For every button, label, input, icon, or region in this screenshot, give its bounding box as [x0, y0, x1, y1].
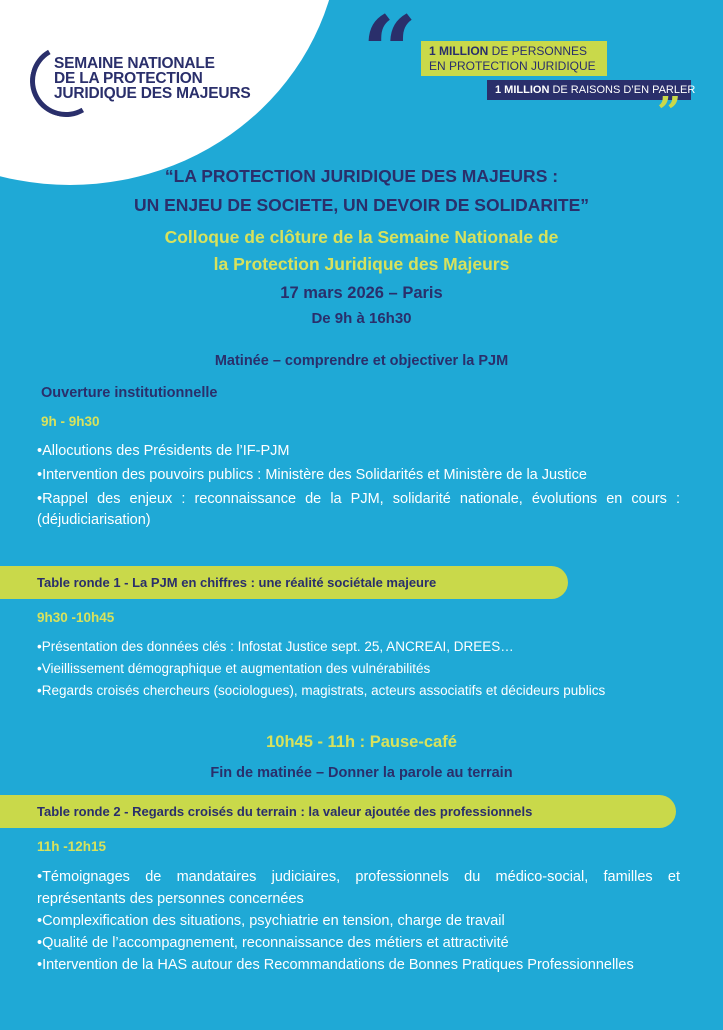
- coffee-break: 10h45 - 11h : Pause-café: [266, 733, 457, 751]
- main-title-line-2: UN ENJEU DE SOCIETE, UN DEVOIR DE SOLIDARITE”: [133, 195, 590, 215]
- event-hours: De 9h à 16h30: [311, 310, 412, 327]
- slogan-box-1: [421, 41, 607, 76]
- list-item: •Intervention de la HAS autour des Recommandations de Bonnes Pratiques Professionnelles: [37, 957, 634, 973]
- roundtable-2-items: [37, 866, 680, 976]
- close-quote-icon: ”: [657, 88, 682, 137]
- list-item: •Intervention des pouvoirs publics : Ministère des Solidarités et Ministère de la Justice: [37, 467, 587, 483]
- late-morning-heading: Fin de matinée – Donner la parole au terrain: [210, 765, 513, 781]
- slogan-line2: EN PROTECTION JURIDIQUE: [429, 59, 596, 73]
- list-item: •Vieillissement démographique et augmentation des vulnérabilités: [37, 661, 431, 676]
- opening-items: [37, 441, 680, 531]
- opening-time: 9h - 9h30: [41, 414, 100, 429]
- slogan-line1-bold: 1 MILLION: [429, 44, 489, 58]
- event-logo: [54, 56, 250, 101]
- subtitle-line-1: Colloque de clôture de la Semaine Nationale de: [164, 227, 559, 247]
- open-quote-icon: “: [362, 0, 418, 108]
- list-item: •Complexification des situations, psychiatrie en tension, charge de travail: [37, 913, 505, 929]
- morning-heading: Matinée – comprendre et objectiver la PJM: [214, 353, 509, 369]
- slogan-line3-bold: 1 MILLION: [495, 84, 550, 96]
- list-item: •Rappel des enjeux : reconnaissance de la PJM, solidarité nationale, évolutions en cours : (déjudiciarisation): [37, 491, 680, 528]
- list-item: •Présentation des données clés : Infostat Justice sept. 25, ANCREAI, DREES…: [37, 639, 514, 654]
- list-item: •Allocutions des Présidents de l’IF-PJM: [37, 443, 290, 459]
- event-date: 17 mars 2026 – Paris: [280, 284, 443, 302]
- roundtable-1-banner: Table ronde 1 - La PJM en chiffres : une réalité sociétale majeure: [0, 566, 568, 599]
- logo-line-1: SEMAINE NATIONALE: [54, 55, 215, 72]
- opening-title: Ouverture institutionnelle: [41, 385, 218, 401]
- roundtable-1-items: [37, 636, 677, 702]
- main-title-line-1: “LA PROTECTION JURIDIQUE DES MAJEURS :: [164, 166, 559, 186]
- logo-line-3: JURIDIQUE DES MAJEURS: [54, 85, 251, 102]
- slogan-line1-rest: DE PERSONNES: [488, 44, 588, 58]
- list-item: •Témoignages de mandataires judiciaires, professionnels du médico-social, familles et représentants des personnes concernées: [37, 869, 680, 907]
- roundtable-2-time: 11h -12h15: [37, 839, 107, 854]
- list-item: •Qualité de l’accompagnement, reconnaissance des métiers et attractivité: [37, 935, 509, 951]
- slogan-line3-rest: DE RAISONS D’EN PARLER: [549, 84, 696, 96]
- roundtable-1-time: 9h30 -10h45: [37, 610, 115, 625]
- list-item: •Regards croisés chercheurs (sociologues), magistrats, acteurs associatifs et décideurs publics: [37, 683, 606, 698]
- logo-line-2: DE LA PROTECTION: [54, 70, 203, 87]
- subtitle-line-2: la Protection Juridique des Majeurs: [213, 254, 510, 274]
- roundtable-2-banner: Table ronde 2 - Regards croisés du terrain : la valeur ajoutée des professionnels: [0, 795, 676, 828]
